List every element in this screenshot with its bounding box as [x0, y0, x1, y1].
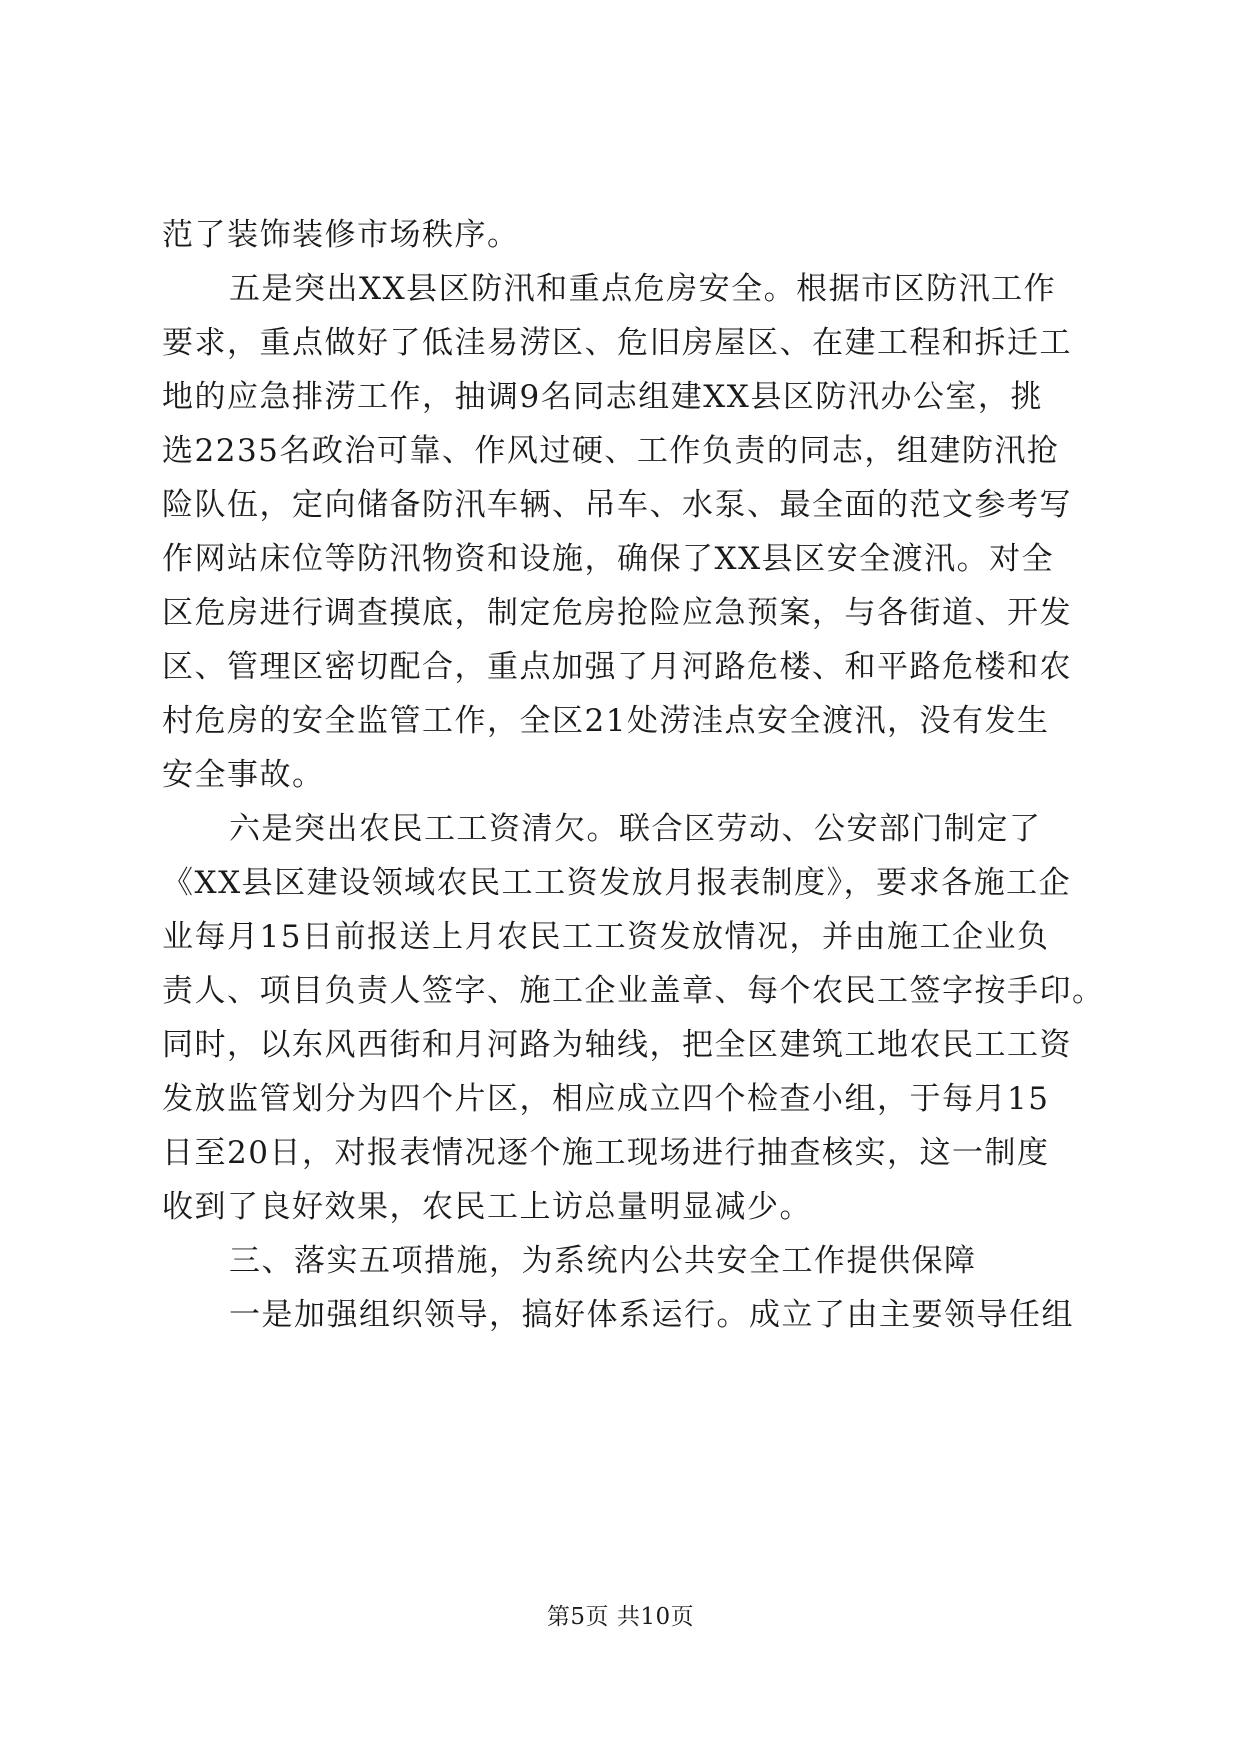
- text-line: 安全事故。: [162, 757, 325, 793]
- text-line: 险队伍，定向储备防汛车辆、吊车、水泵、最全面的范文参考写: [162, 487, 1072, 523]
- text-line: 日至20日，对报表情况逐个施工现场进行抽查核实，这一制度: [162, 1135, 1050, 1171]
- paragraph-start: 五是突出XX县区防汛和重点危房安全。根据市区防汛工作: [229, 271, 1057, 307]
- paragraph-start: 六是突出农民工工资清欠。联合区劳动、公安部门制定了: [229, 811, 1042, 847]
- text-line: 业每月15日前报送上月农民工工资发放情况，并由施工企业负: [162, 919, 1050, 955]
- text-line: 范了装饰装修市场秩序。: [162, 217, 520, 253]
- text-line: 要求，重点做好了低洼易涝区、危旧房屋区、在建工程和拆迁工: [162, 325, 1072, 361]
- text-line: 作网站床位等防汛物资和设施，确保了XX县区安全渡汛。对全: [162, 541, 1055, 577]
- text-line: 区危房进行调查摸底，制定危房抢险应急预案，与各街道、开发: [162, 595, 1072, 631]
- text-line: 责人、项目负责人签字、施工企业盖章、每个农民工签字按手印。: [162, 973, 1105, 1009]
- text-line: 村危房的安全监管工作，全区21处涝洼点安全渡汛，没有发生: [162, 703, 1050, 739]
- text-line: 发放监管划分为四个片区，相应成立四个检查小组，于每月15: [162, 1081, 1050, 1117]
- text-line: 收到了良好效果，农民工上访总量明显减少。: [162, 1189, 812, 1225]
- text-line: 选2235名政治可靠、作风过硬、工作负责的同志，组建防汛抢: [162, 433, 1060, 469]
- text-line: 同时，以东风西街和月河路为轴线，把全区建筑工地农民工工资: [162, 1027, 1072, 1063]
- section-heading: 三、落实五项措施，为系统内公共安全工作提供保障: [229, 1243, 977, 1279]
- text-line: 区、管理区密切配合，重点加强了月河路危楼、和平路危楼和农: [162, 649, 1072, 685]
- text-line: 《XX县区建设领域农民工工资发放月报表制度》，要求各施工企: [162, 865, 1072, 901]
- text-line: 地的应急排涝工作，抽调9名同志组建XX县区防汛办公室，挑: [162, 379, 1043, 415]
- paragraph-start: 一是加强组织领导，搞好体系运行。成立了由主要领导任组: [229, 1297, 1074, 1333]
- page-number: 第5页 共10页: [546, 1604, 695, 1630]
